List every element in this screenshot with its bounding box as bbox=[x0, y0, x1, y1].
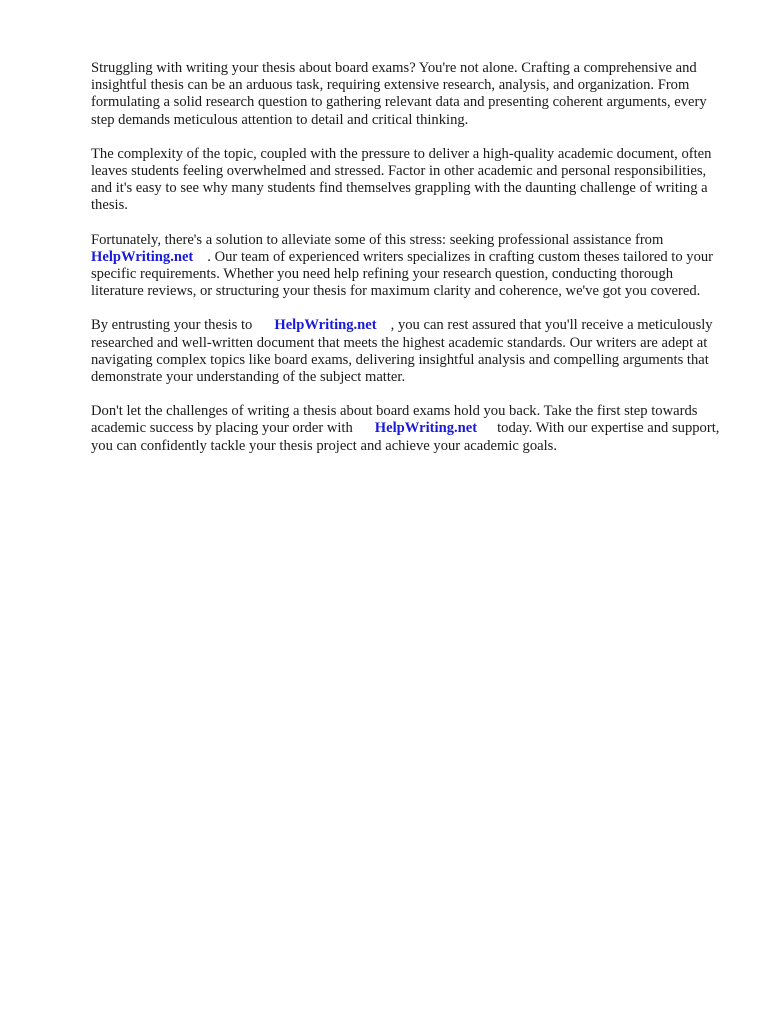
helpwriting-link[interactable]: HelpWriting.net bbox=[274, 317, 377, 334]
paragraph-solution-text-after: . Our team of experienced writers specializes in crafting custom theses tailored to your specific requirements. Whether you need help refining your research question, conducting thorough literature reviews, or structuring your thesis for maximum clarity and coherence, we've got you covered. bbox=[91, 248, 714, 300]
paragraph-intro: Struggling with writing your thesis about board exams? You're not alone. Crafting a comprehensive and insightful thesis can be an arduous task, requiring extensive research, analysis, and organization. From formulating a solid research question to gathering relevant data and presenting coherent arguments, every step demands meticulous attention to detail and critical thinking. bbox=[91, 60, 707, 128]
helpwriting-link[interactable]: HelpWriting.net bbox=[374, 420, 478, 437]
paragraph-closing-text-after: today. With our expertise and support, you can confidently tackle your thesis project and achieve your academic goals. bbox=[91, 420, 720, 454]
document-body bbox=[91, 60, 727, 472]
paragraph-complexity: The complexity of the topic, coupled with the pressure to deliver a high-quality academic document, often leaves students feeling overwhelmed and stressed. Factor in other academic and personal responsibilities, and it's easy to see why many students find themselves grappling with the daunting challenge of writing a thesis. bbox=[91, 145, 712, 214]
paragraph-closing bbox=[91, 403, 727, 455]
paragraph-entrusting-text-after: , you can rest assured that you'll receive a meticulously researched and well-written document that meets the highest academic standards. Our writers are adept at navigating complex topics like board exams, delivering insightful analysis and compelling arguments that demonstrate your understanding of the subject matter. bbox=[91, 317, 713, 386]
helpwriting-link[interactable]: HelpWriting.net bbox=[91, 248, 194, 265]
paragraph-solution bbox=[91, 232, 727, 301]
paragraph-entrusting-text-before: By entrusting your thesis to bbox=[91, 317, 253, 334]
paragraph-solution-text-before: Fortunately, there's a solution to alleviate some of this stress: seeking professional assistance from bbox=[91, 231, 664, 248]
paragraph-closing-text-before: Don't let the challenges of writing a thesis about board exams hold you back. Take the first step towards academic success by placing your order with bbox=[91, 403, 698, 437]
paragraph-entrusting bbox=[91, 317, 727, 386]
